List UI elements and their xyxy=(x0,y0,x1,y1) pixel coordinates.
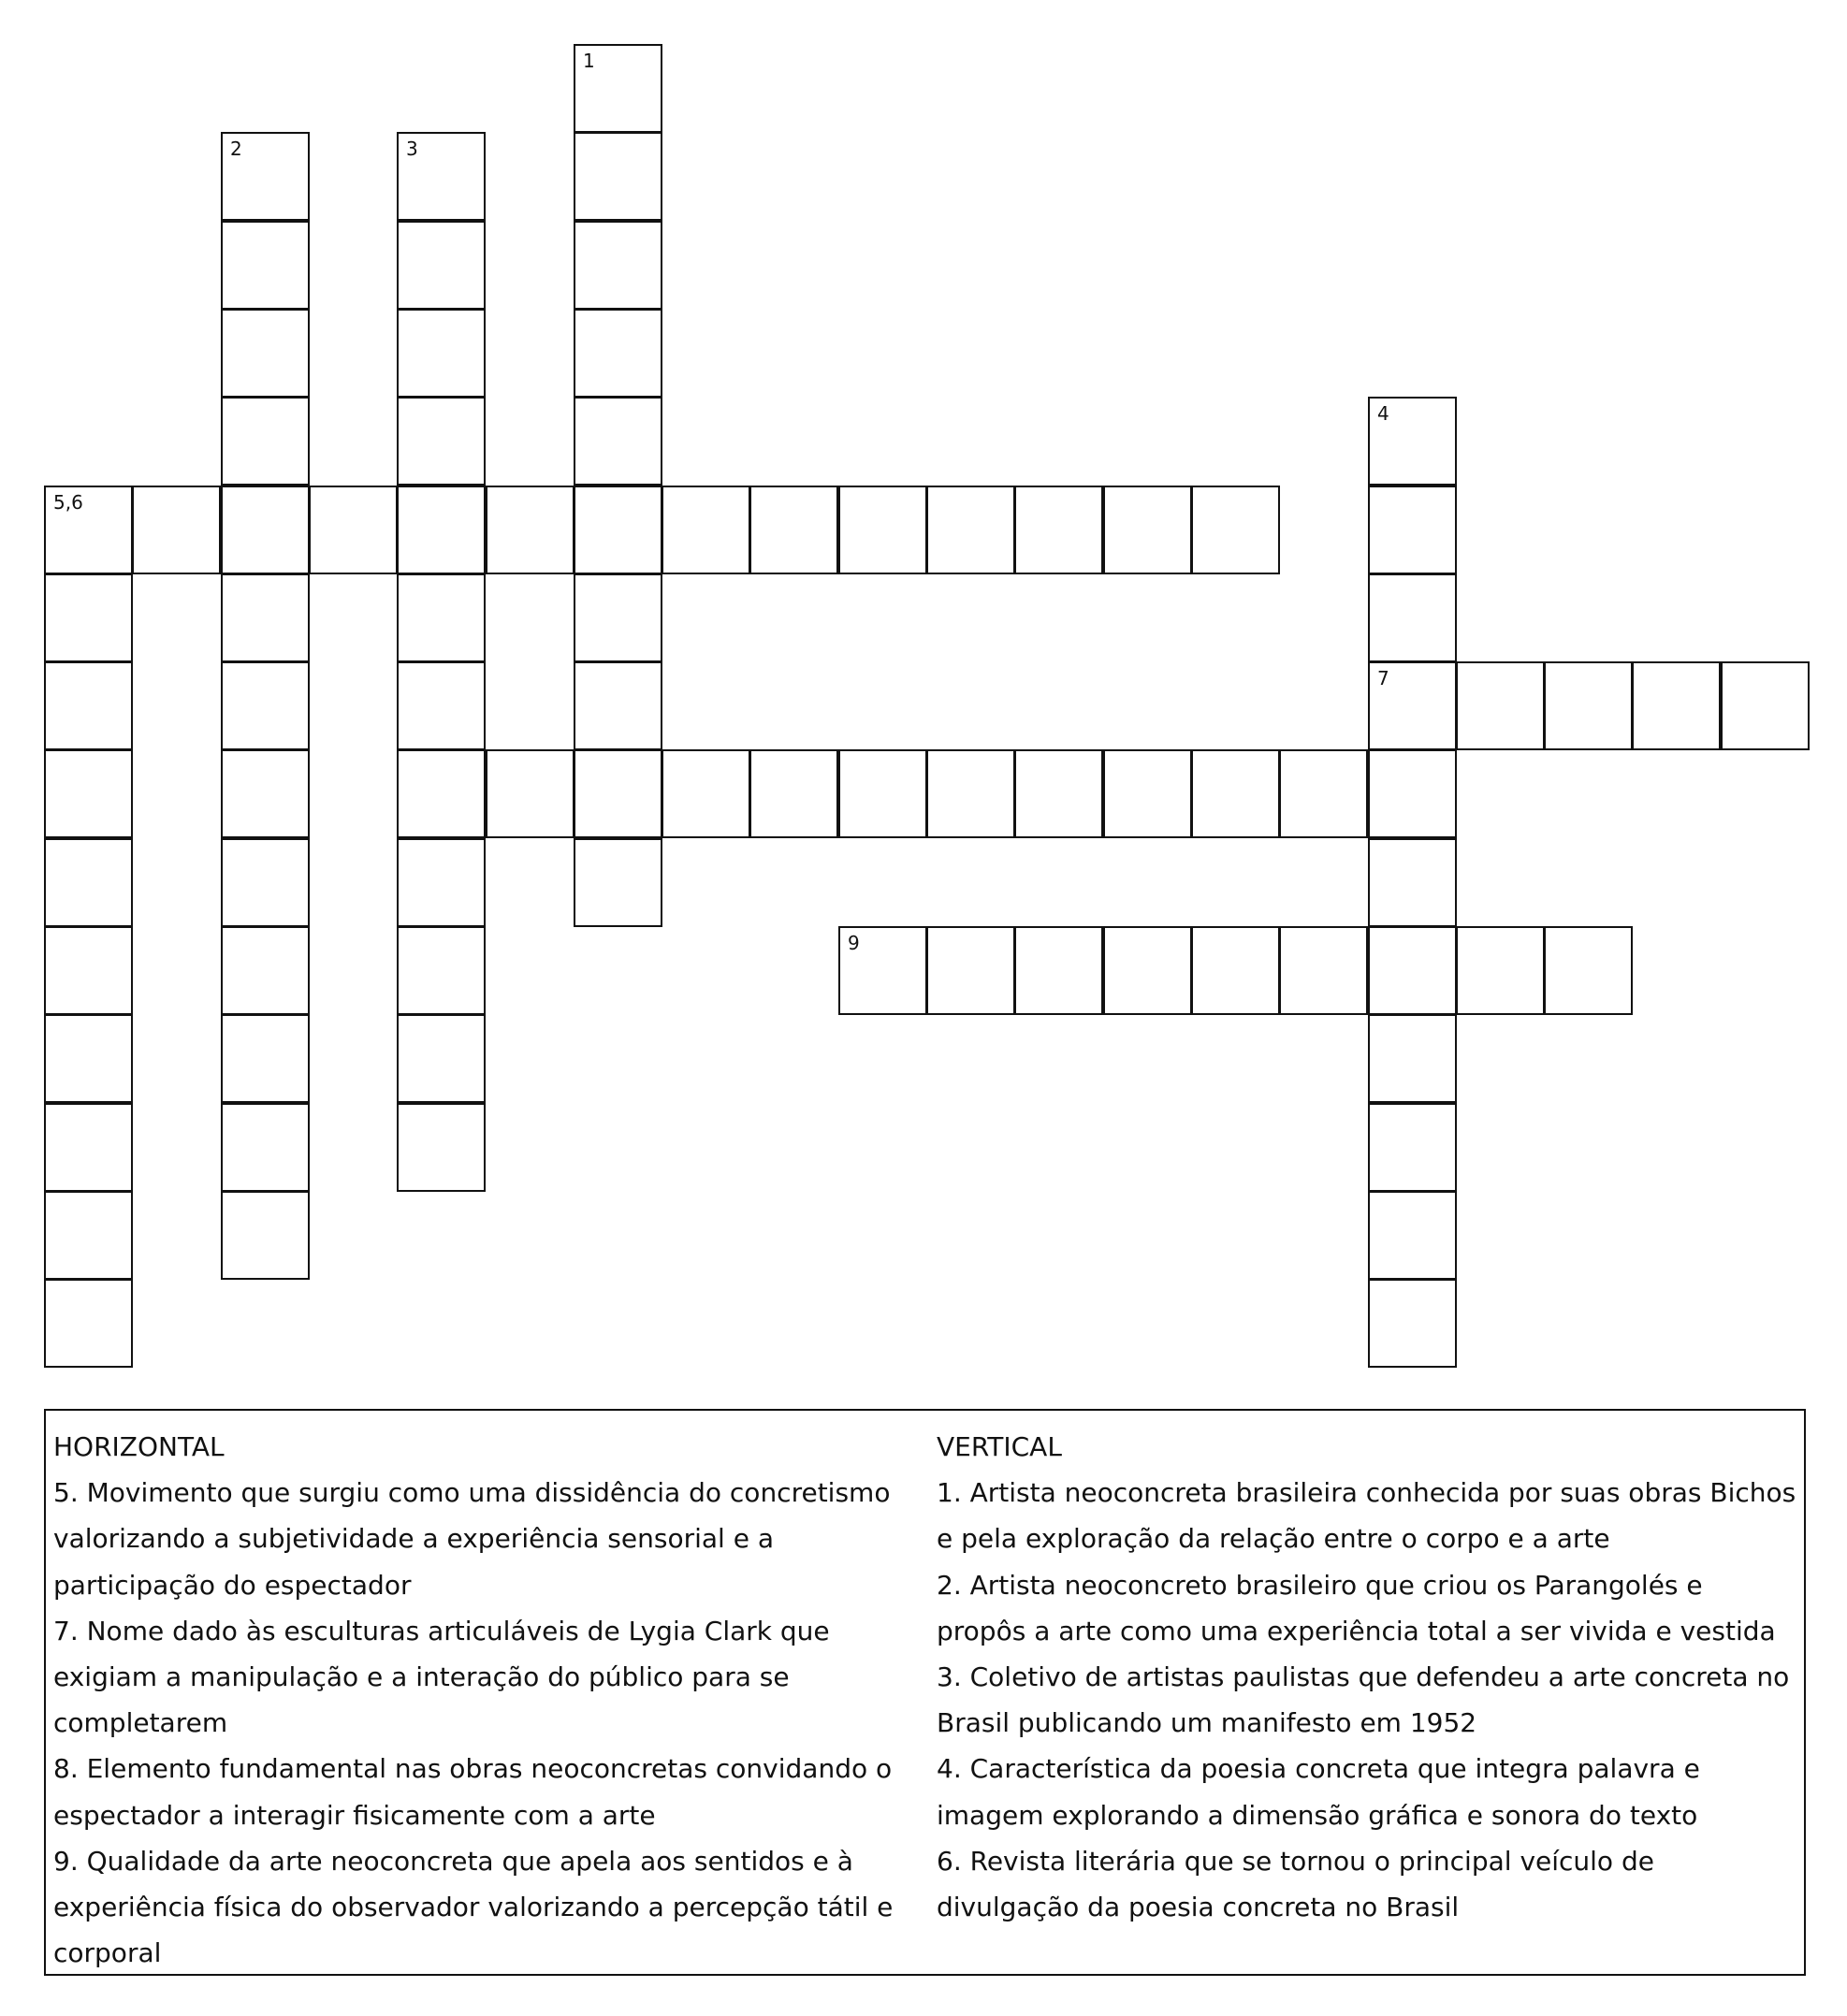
grid-cell[interactable] xyxy=(574,44,662,133)
grid-cell[interactable] xyxy=(1721,661,1810,750)
grid-cell[interactable] xyxy=(749,486,838,574)
cell-number: 7 xyxy=(1377,667,1389,689)
grid-cell[interactable] xyxy=(309,486,398,574)
clue-1: 1. Artista neoconcreta brasileira conhecida por suas obras Bichos e pela exploração da relação entre o corpo e a arte xyxy=(937,1477,1796,1555)
grid-cell[interactable] xyxy=(1544,926,1633,1015)
grid-cell[interactable] xyxy=(44,1191,133,1280)
cell-number: 1 xyxy=(583,50,595,72)
grid-cell[interactable] xyxy=(397,221,486,310)
grid-cell[interactable] xyxy=(397,661,486,750)
grid-cell[interactable] xyxy=(926,926,1015,1015)
grid-cell[interactable] xyxy=(1191,926,1280,1015)
grid-cell[interactable] xyxy=(574,132,662,221)
horizontal-heading: HORIZONTAL xyxy=(53,1431,225,1462)
grid-cell[interactable] xyxy=(1191,486,1280,574)
grid-cell[interactable] xyxy=(221,1103,310,1192)
grid-cell[interactable] xyxy=(1368,486,1457,574)
clue-8: 8. Elemento fundamental nas obras neoconcretas convidando o espectador a interagir fisicamente com a arte xyxy=(53,1753,893,1831)
clue-6: 6. Revista literária que se tornou o principal veículo de divulgação da poesia concreta no Brasil xyxy=(937,1845,1654,1923)
grid-cell[interactable] xyxy=(44,1279,133,1368)
grid-cell[interactable] xyxy=(221,221,310,310)
grid-cell[interactable] xyxy=(1279,926,1368,1015)
cell-number: 4 xyxy=(1377,402,1389,425)
grid-cell[interactable] xyxy=(397,1014,486,1103)
grid-cell[interactable] xyxy=(221,397,310,486)
grid-cell[interactable] xyxy=(221,838,310,927)
grid-cell[interactable] xyxy=(1632,661,1721,750)
grid-cell[interactable] xyxy=(1191,749,1280,838)
grid-cell[interactable] xyxy=(221,661,310,750)
grid-cell[interactable] xyxy=(1456,926,1545,1015)
grid-cell[interactable] xyxy=(486,486,574,574)
grid-cell[interactable] xyxy=(1103,486,1192,574)
clues-panel xyxy=(44,1409,1806,1976)
grid-cell[interactable] xyxy=(221,926,310,1015)
grid-cell[interactable] xyxy=(221,749,310,838)
grid-cell[interactable] xyxy=(662,749,750,838)
clue-5: 5. Movimento que surgiu como uma dissidência do concretismo valorizando a subjetividade a experiência sensorial e a participação do espectador xyxy=(53,1477,891,1601)
grid-cell[interactable] xyxy=(221,573,310,662)
grid-cell[interactable] xyxy=(574,573,662,662)
clue-9: 9. Qualidade da arte neoconcreta que apela aos sentidos e à experiência física do observador valorizando a percepção tátil e corporal xyxy=(53,1845,894,1969)
grid-cell[interactable] xyxy=(397,132,486,221)
clue-4: 4. Característica da poesia concreta que integra palavra e imagem explorando a dimensão gráfica e sonora do texto xyxy=(937,1753,1700,1831)
grid-cell[interactable] xyxy=(662,486,750,574)
grid-cell[interactable] xyxy=(1014,486,1103,574)
cell-number: 2 xyxy=(230,138,242,160)
grid-cell[interactable] xyxy=(397,486,486,574)
grid-cell[interactable] xyxy=(44,486,133,574)
grid-cell[interactable] xyxy=(132,486,221,574)
grid-cell[interactable] xyxy=(1544,661,1633,750)
grid-cell[interactable] xyxy=(397,397,486,486)
grid-cell[interactable] xyxy=(574,309,662,398)
grid-cell[interactable] xyxy=(221,1191,310,1280)
horizontal-clues xyxy=(53,1424,924,1976)
grid-cell[interactable] xyxy=(397,1103,486,1192)
grid-cell[interactable] xyxy=(44,661,133,750)
grid-cell[interactable] xyxy=(1103,926,1192,1015)
grid-cell[interactable] xyxy=(1456,661,1545,750)
grid-cell[interactable] xyxy=(574,221,662,310)
grid-cell[interactable] xyxy=(1368,749,1457,838)
grid-cell[interactable] xyxy=(1014,926,1103,1015)
clue-3: 3. Coletivo de artistas paulistas que defendeu a arte concreta no Brasil publicando um manifesto em 1952 xyxy=(937,1661,1790,1739)
grid-cell[interactable] xyxy=(1368,1103,1457,1192)
grid-cell[interactable] xyxy=(1368,926,1457,1015)
grid-cell[interactable] xyxy=(397,573,486,662)
grid-cell[interactable] xyxy=(749,749,838,838)
grid-cell[interactable] xyxy=(44,1014,133,1103)
grid-cell[interactable] xyxy=(574,661,662,750)
grid-cell[interactable] xyxy=(1014,749,1103,838)
grid-cell[interactable] xyxy=(1368,838,1457,927)
grid-cell[interactable] xyxy=(397,926,486,1015)
cell-number: 9 xyxy=(848,932,860,954)
grid-cell[interactable] xyxy=(574,486,662,574)
grid-cell[interactable] xyxy=(397,749,486,838)
grid-cell[interactable] xyxy=(1368,397,1457,486)
grid-cell[interactable] xyxy=(397,309,486,398)
grid-cell[interactable] xyxy=(1368,573,1457,662)
grid-cell[interactable] xyxy=(926,486,1015,574)
grid-cell[interactable] xyxy=(574,838,662,927)
grid-cell[interactable] xyxy=(574,397,662,486)
grid-cell[interactable] xyxy=(44,1103,133,1192)
grid-cell[interactable] xyxy=(44,838,133,927)
grid-cell[interactable] xyxy=(926,749,1015,838)
cell-number: 5,6 xyxy=(53,491,83,514)
grid-cell[interactable] xyxy=(1103,749,1192,838)
grid-cell[interactable] xyxy=(221,309,310,398)
grid-cell[interactable] xyxy=(574,749,662,838)
grid-cell[interactable] xyxy=(1368,1191,1457,1280)
grid-cell[interactable] xyxy=(221,486,310,574)
grid-cell[interactable] xyxy=(486,749,574,838)
vertical-heading: VERTICAL xyxy=(937,1431,1062,1462)
grid-cell[interactable] xyxy=(221,1014,310,1103)
grid-cell[interactable] xyxy=(1368,1279,1457,1368)
grid-cell[interactable] xyxy=(44,749,133,838)
grid-cell[interactable] xyxy=(1279,749,1368,838)
cell-number: 3 xyxy=(406,138,418,160)
grid-cell[interactable] xyxy=(1368,1014,1457,1103)
grid-cell[interactable] xyxy=(397,838,486,927)
grid-cell[interactable] xyxy=(838,749,927,838)
clue-2: 2. Artista neoconcreto brasileiro que criou os Parangolés e propôs a arte como uma experiência total a ser vivida e vestida xyxy=(937,1569,1776,1646)
grid-cell[interactable] xyxy=(221,132,310,221)
clue-7: 7. Nome dado às esculturas articuláveis de Lygia Clark que exigiam a manipulação e a interação do público para se completarem xyxy=(53,1615,830,1739)
grid-cell[interactable] xyxy=(838,486,927,574)
grid-cell[interactable] xyxy=(44,926,133,1015)
grid-cell[interactable] xyxy=(1368,661,1457,750)
grid-cell[interactable] xyxy=(838,926,927,1015)
grid-cell[interactable] xyxy=(44,573,133,662)
vertical-clues xyxy=(937,1424,1797,1930)
